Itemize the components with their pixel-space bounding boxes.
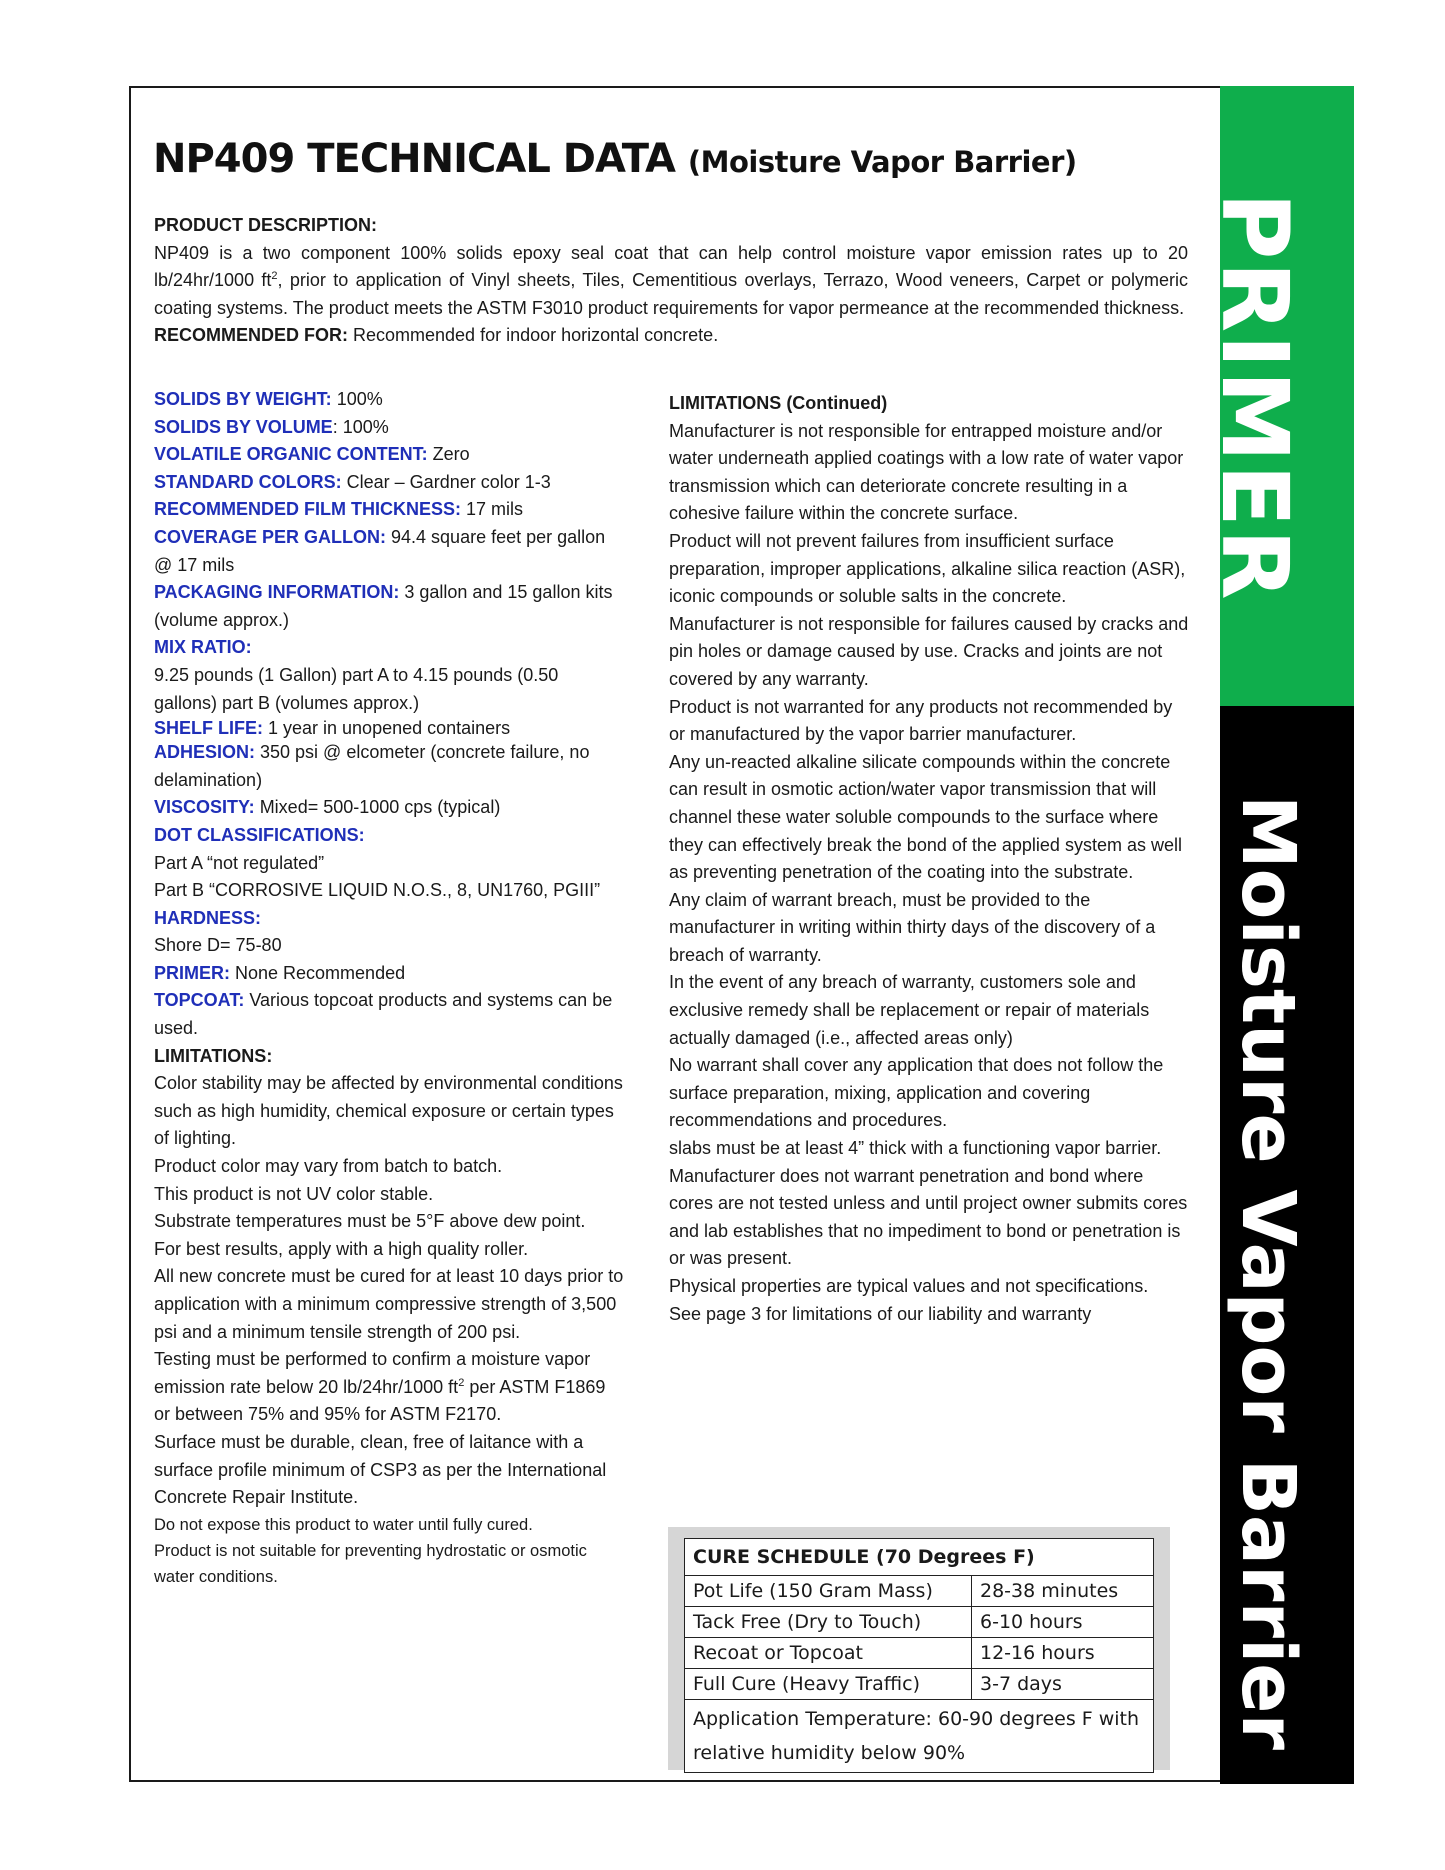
title-sub: (Moisture Vapor Barrier) [687,145,1077,179]
cure-row-value: 3-7 days [972,1669,1154,1700]
spec-adhesion: ADHESION: 350 psi @ elcometer (concrete failure, no delamination) [154,742,590,790]
limitations-continued-label: LIMITATIONS (Continued) [669,393,888,413]
side-label-moisture-vapor-barrier: Moisture Vapor Barrier [1225,795,1311,1750]
spec-dot-label: DOT CLASSIFICATIONS: [154,824,365,845]
limitation-continued-item: Manufacturer is not responsible for entrapped moisture and/or water underneath applied coatings with a low rate of water vapor transmission which can deteriorate concrete resulting in a cohesive failure within the concrete surface. [669,420,1184,524]
limitation-small-item: Product is not suitable for preventing hydrostatic or osmotic water conditions. [154,1541,587,1586]
spec-dot-b: Part B “CORROSIVE LIQUID N.O.S., 8, UN1760, PGIII” [154,880,601,901]
side-label-primer: PRIMER [1201,192,1308,602]
spec-hardness: Shore D= 75-80 [154,935,282,956]
table-row [685,1669,1154,1700]
cure-application-temperature: Application Temperature: 60-90 degrees F with relative humidity below 90% [685,1700,1154,1773]
cure-schedule-title: CURE SCHEDULE (70 Degrees F) [685,1539,1154,1576]
limitation-item: Substrate temperatures must be 5°F above dew point. [154,1211,586,1232]
limitation-item: Product color may vary from batch to batch. [154,1156,503,1177]
cure-application-row [685,1700,1154,1773]
limitation-small-item: Do not expose this product to water until fully cured. [154,1515,533,1534]
specs-column [154,386,624,1590]
limitation-continued-item: Manufacturer is not responsible for failures caused by cracks and pin holes or damage caused by use. Cracks and joints are not covered by any warranty. [669,613,1189,689]
spec-voc: VOLATILE ORGANIC CONTENT: Zero [154,444,470,465]
spec-colors: STANDARD COLORS: Clear – Gardner color 1-3 [154,471,551,492]
limitation-continued-item: Any claim of warrant breach, must be provided to the manufacturer in writing within thirty days of the discovery of a breach of warranty. [669,889,1156,965]
cure-schedule-box [668,1527,1170,1770]
limitation-surface: Surface must be durable, clean, free of laitance with a surface profile minimum of CSP3 as per the International Concrete Repair Institute. [154,1431,607,1508]
spec-hardness-label: HARDNESS: [154,907,262,928]
spec-mix: 9.25 pounds (1 Gallon) part A to 4.15 pounds (0.50 gallons) part B (volumes approx.) [154,664,559,713]
table-row [685,1638,1154,1669]
spec-topcoat: TOPCOAT: Various topcoat products and systems can be used. [154,990,613,1039]
recommended-for: RECOMMENDED FOR: Recommended for indoor horizontal concrete. [154,325,719,345]
limitation-continued-item: Product is not warranted for any products not recommended by or manufactured by the vapor barrier manufacturer. [669,696,1173,745]
cure-row-label: Full Cure (Heavy Traffic) [685,1669,972,1700]
limitation-item: All new concrete must be cured for at least 10 days prior to application with a minimum compressive strength of 3,500 psi and a minimum tensile strength of 200 psi. [154,1266,624,1342]
spec-primer: PRIMER: None Recommended [154,962,406,983]
limitation-continued-item: Physical properties are typical values and not specifications. [669,1276,1149,1296]
spec-packaging: PACKAGING INFORMATION: 3 gallon and 15 gallon kits (volume approx.) [154,582,613,630]
cure-row-value: 12-16 hours [972,1638,1154,1669]
limitation-continued-item: slabs must be at least 4” thick with a functioning vapor barrier. [669,1138,1162,1159]
limitations-label: LIMITATIONS: [154,1045,273,1066]
limitation-continued-item: Manufacturer does not warrant penetration and bond where cores are not tested unless and until project owner submits cores and lab establishes that no impediment to bond or penetration is or was present. [669,1165,1188,1269]
spec-coverage: COVERAGE PER GALLON: 94.4 square feet per gallon @ 17 mils [154,526,606,575]
spec-viscosity: VISCOSITY: Mixed= 500-1000 cps (typical) [154,797,501,818]
cure-schedule-table [684,1538,1154,1773]
limitations-continued-column [669,390,1189,1328]
limitation-continued-item: In the event of any breach of warranty, customers sole and exclusive remedy shall be replacement or repair of materials actually damaged (i.e., affected areas only) [669,972,1150,1048]
limitation-continued-item: No warrant shall cover any application that does not follow the surface preparation, mixing, application and covering recommendations and procedures. [669,1055,1164,1131]
table-row [685,1576,1154,1607]
limitation-item: This product is not UV color stable. [154,1183,434,1204]
description-label: PRODUCT DESCRIPTION: [154,215,378,235]
cure-row-value: 28-38 minutes [972,1576,1154,1607]
spec-film-thickness: RECOMMENDED FILM THICKNESS: 17 mils [154,499,524,520]
limitation-item: For best results, apply with a high quality roller. [154,1238,529,1259]
spec-shelf-life: SHELF LIFE: 1 year in unopened containers [154,718,511,739]
table-row [685,1607,1154,1638]
cure-row-label: Pot Life (150 Gram Mass) [685,1576,972,1607]
description-text: NP409 is a two component 100% solids epoxy seal coat that can help control moisture vapor emission rates up to 20 lb/24hr/1000 $ft^2$, prior to application of Vinyl sheets, Tiles, Cementitious overlays, Terrazo, Wood veneers, Carpet or polymeric coating systems. The product meets the ASTM F3010 product requirements for vapor permeance at the recommended thickness. [154,242,1188,318]
limitation-continued-item: Product will not prevent failures from insufficient surface preparation, improper applications, alkaline silica reaction (ASR), iconic compounds or soluble salts in the concrete. [669,530,1186,607]
limitation-continued-item: Any un-reacted alkaline silicate compounds within the concrete can result in osmotic action/water vapor transmission that will channel these water soluble compounds to the surface where they can effectively break the bond of the applied system as well as preventing penetration of the coating into the substrate. [669,751,1182,883]
page-title [153,136,1077,182]
cure-row-label: Recoat or Topcoat [685,1638,972,1669]
limitation-testing: Testing must be performed to confirm a moisture vapor emission rate below 20 lb/24hr/1000 $ft^2$ per ASTM F1869 or between 75% and 95% for ASTM F2170. [154,1349,606,1425]
cure-row-value: 6-10 hours [972,1607,1154,1638]
title-main: NP409 TECHNICAL DATA [153,136,675,182]
cure-schedule-header [685,1539,1154,1576]
product-description [154,212,1188,350]
limitation-continued-item: See page 3 for limitations of our liability and warranty [669,1303,1092,1324]
spec-solids-volume: SOLIDS BY VOLUME: 100% [154,416,389,437]
spec-solids-weight: SOLIDS BY WEIGHT: 100% [154,389,383,409]
limitation-item: Color stability may be affected by environmental conditions such as high humidity, chemical exposure or certain types of lighting. [154,1073,623,1149]
cure-row-label: Tack Free (Dry to Touch) [685,1607,972,1638]
spec-mix-label: MIX RATIO: [154,637,252,658]
spec-dot-a: Part A “not regulated” [154,852,325,873]
